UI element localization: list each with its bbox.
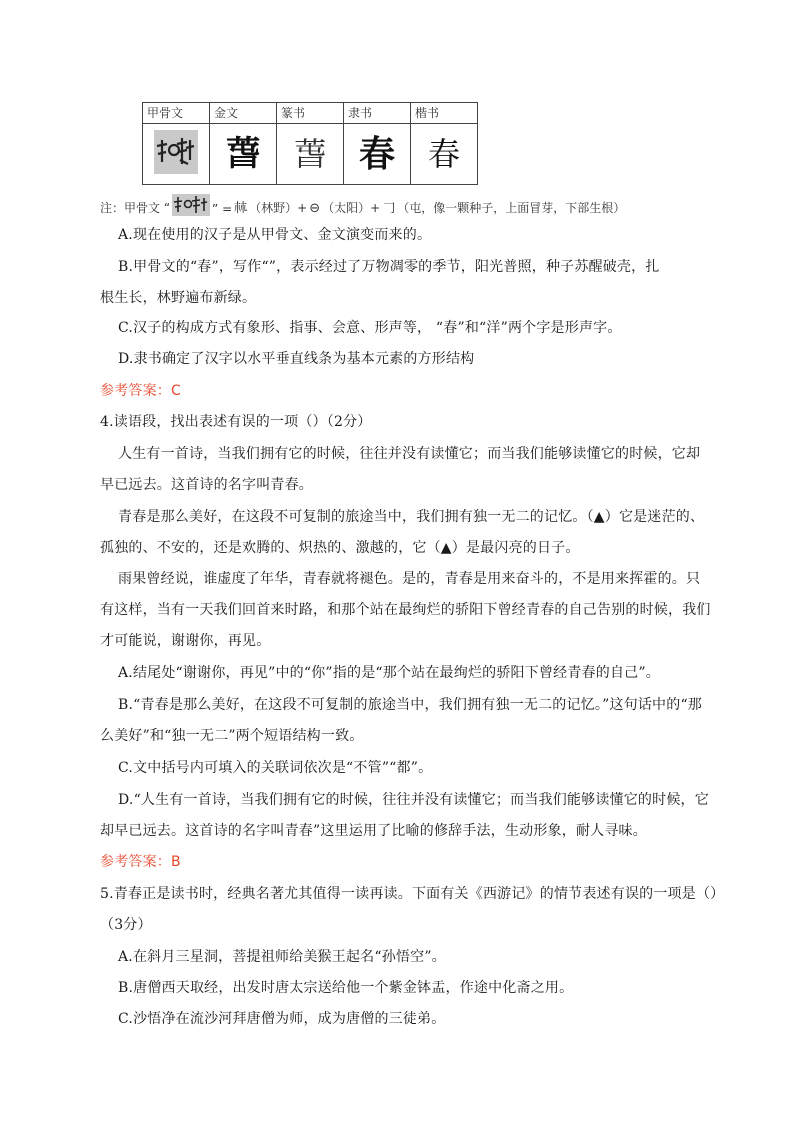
q4-passage-p3-line3: 才可能说，谢谢你，再见。	[100, 633, 271, 649]
oracle-bone-mini-image	[172, 194, 210, 216]
oracle-bone-glyph-cell	[143, 124, 210, 185]
table-header: 楷书	[411, 103, 478, 124]
regular-script-glyph: 春	[427, 135, 460, 173]
q4-passage-p3-line2: 有这样，当有一天我们回首来时路，和那个站在最绚烂的骄阳下曾经青春的自己告别的时候，我们	[100, 602, 711, 618]
q5-option-c: C.沙悟净在流沙河拜唐僧为师，成为唐僧的三徒弟。	[118, 1011, 446, 1027]
q3-option-b-line2: 根生长，林野遍布新绿。	[100, 290, 257, 306]
table-header: 甲骨文	[143, 103, 210, 124]
q3-option-d: D.隶书确定了汉字以水平垂直线条为基本元素的方形结构	[118, 351, 475, 367]
q4-option-d-line1: D.“人生有一首诗，当我们拥有它的时候，往往并没有读懂它；而当我们能够读懂它的时候，它	[118, 792, 709, 808]
q4-answer: 参考答案：B	[100, 854, 181, 870]
seal-script-glyph-cell	[277, 124, 344, 185]
q4-option-c: C.文中括号内可填入的关联词依次是“不管”“都”。	[118, 760, 433, 776]
q4-option-b-line2: 么美好”和“独一无二”两个短语结构一致。	[100, 728, 364, 744]
q4-title: 4.读语段，找出表述有误的一项（）（2分）	[100, 414, 372, 430]
clerical-script-glyph-cell	[344, 124, 411, 185]
q5-option-b: B.唐僧西天取经，出发时唐太宗送给他一个紫金钵盂，作途中化斋之用。	[118, 980, 574, 996]
q3-option-c: C.汉子的构成方式有象形、指事、会意、形声等， “春”和“洋”两个字是形声字。	[118, 320, 622, 336]
q4-option-a: A.结尾处“谢谢你，再见”中的“你”指的是“那个站在最绚烂的骄阳下曾经青春的自己”。	[118, 665, 660, 681]
q3-option-a: A.现在使用的汉子是从甲骨文、金文演变而来的。	[118, 227, 432, 243]
q4-passage-p2-line2: 孤独的、不安的，还是欢腾的、炽热的、激越的，它（▲）是最闪亮的日子。	[100, 540, 580, 556]
q4-passage-p1-line1: 人生有一首诗，当我们拥有它的时候，往往并没有读懂它；而当我们能够读懂它的时候，它却	[118, 446, 701, 462]
table-header: 金文	[210, 103, 277, 124]
note-part-forest: （林野）+	[249, 201, 308, 215]
table-header: 隶书	[344, 103, 411, 124]
q4-option-d-line2: 却早已远去。这首诗的名字叫青春”这里运用了比喻的修辞手法，生动形象，耐人寻味。	[100, 823, 647, 839]
q4-passage-p1-line2: 早已远去。这首诗的名字叫青春。	[100, 477, 313, 493]
note-prefix: 注：甲骨文 “	[100, 201, 171, 215]
sun-symbol: ⊖	[309, 201, 321, 216]
glyph-note	[100, 188, 740, 216]
q4-passage-p2-line1: 青春是那么美好，在这段不可复制的旅途当中，我们拥有独一无二的记忆。（▲）它是迷茫的、	[118, 509, 705, 525]
oracle-bone-glyph-image	[154, 130, 198, 174]
q5-title-line2: （3分）	[100, 917, 152, 933]
note-equals: ” =	[212, 202, 233, 216]
regular-script-glyph-cell	[411, 124, 478, 185]
q3-option-b-line1: B.甲骨文的“春”，写作“”，表示经过了万物凋零的季节，阳光普照，种子苏醒破壳，扎	[118, 259, 660, 275]
bronze-script-glyph: 萅	[226, 134, 260, 174]
q4-passage-p3-line1: 雨果曾经说，谁虚度了年华，青春就将褪色。是的，青春是用来奋斗的，不是用来挥霍的。只	[118, 571, 701, 587]
sprout-symbol: 𠃌	[382, 201, 396, 216]
q5-option-a: A.在斜月三星洞，菩提祖师给美猴王起名“孙悟空”。	[118, 949, 446, 965]
note-part-sun: （太阳）+	[322, 201, 381, 215]
table-header: 篆书	[277, 103, 344, 124]
q4-option-b-line1: B.“青春是那么美好，在这段不可复制的旅途当中，我们拥有独一无二的记忆。”这句话中的“那	[118, 697, 703, 713]
bronze-script-glyph-cell	[210, 124, 277, 185]
script-evolution-table	[142, 102, 478, 185]
q5-title-line1: 5.青春正是读书时，经典名著尤其值得一读再读。下面有关《西游记》的情节表述有误的一项是（）	[100, 886, 725, 902]
q3-answer: 参考答案：C	[100, 383, 181, 399]
seal-script-glyph: 萅	[293, 135, 326, 173]
clerical-script-glyph: 春	[358, 133, 395, 175]
forest-symbol: 𣏟	[234, 201, 248, 216]
note-part-sprout: （屯，像一颗种子，上面冒芽，下部生根）	[397, 201, 626, 215]
